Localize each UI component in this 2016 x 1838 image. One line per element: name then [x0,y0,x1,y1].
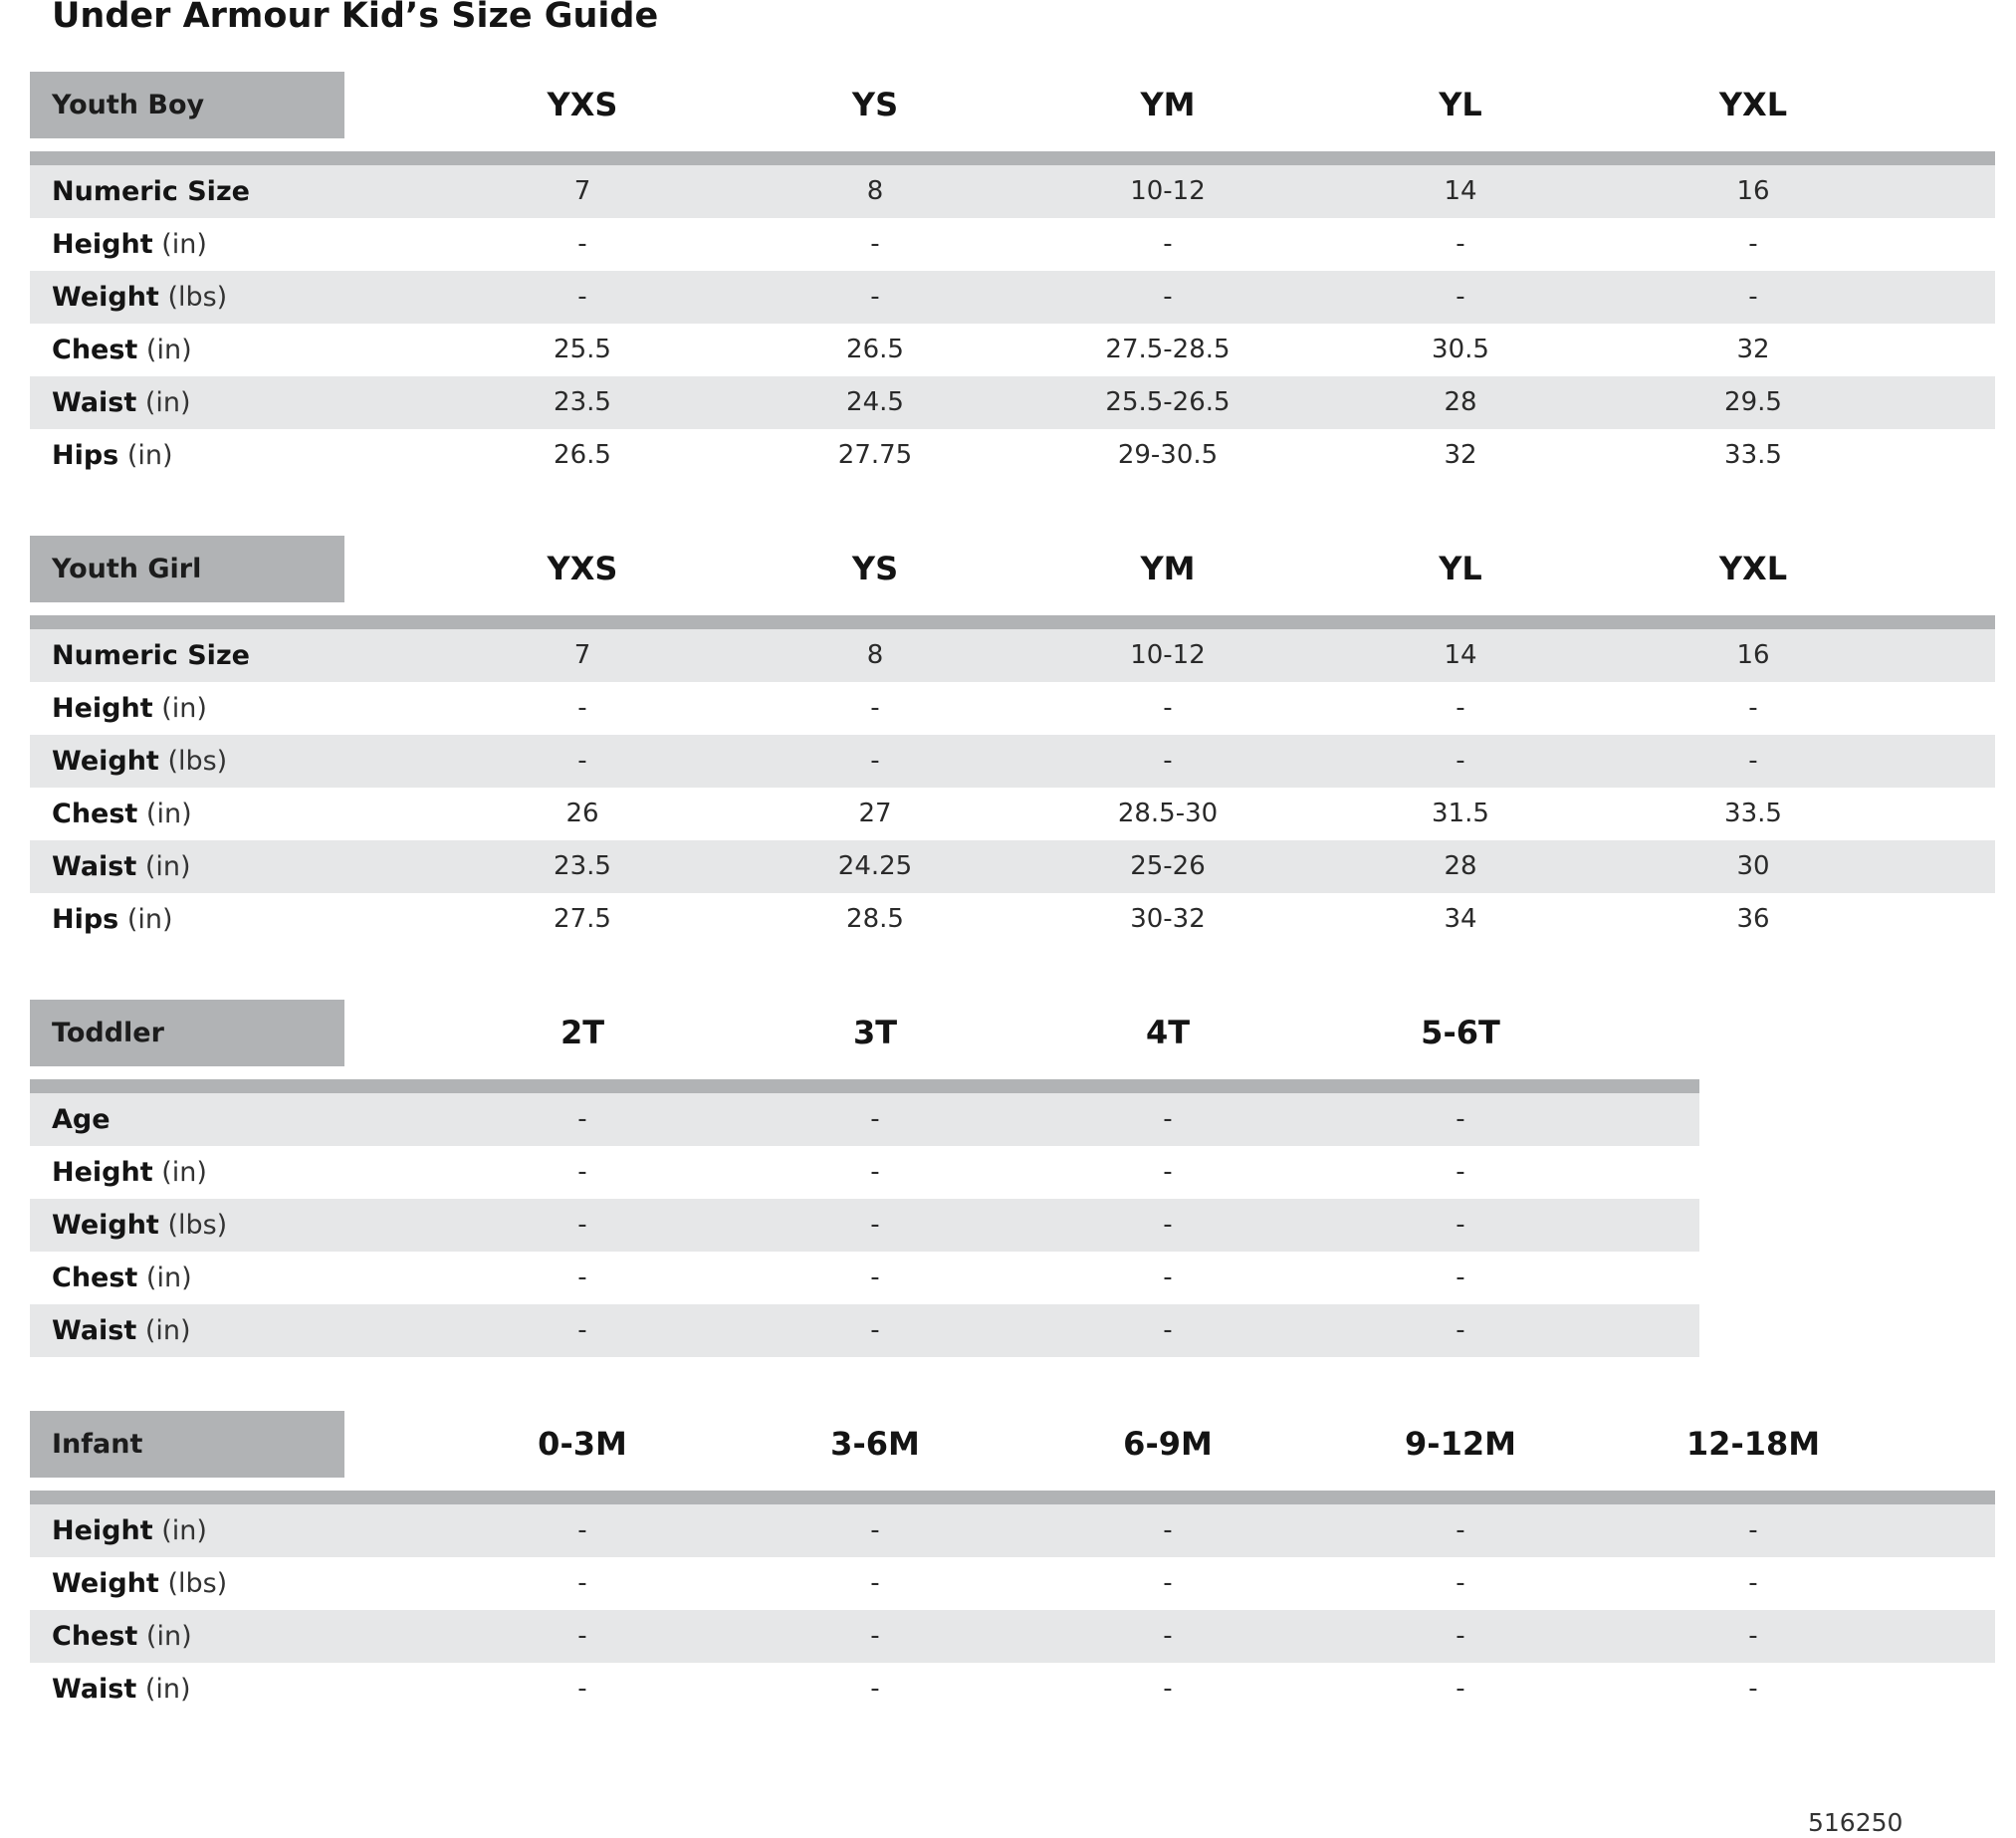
table-cell: 7 [573,640,591,670]
measurement-unit: (in) [161,693,207,724]
table-cell: - [1163,1515,1173,1545]
row-label [52,735,227,788]
row-label [52,324,192,376]
table-row [30,1663,1995,1716]
table-cell: - [1456,1315,1465,1345]
measurement-unit: (lbs) [167,282,228,313]
size-column-header: YM [1140,550,1196,587]
measurement-unit: (in) [126,440,173,471]
measurement-unit: (in) [145,1621,192,1652]
size-column-header: 0-3M [538,1425,627,1463]
table-cell: - [1163,1263,1173,1292]
size-column-header: YXL [1718,550,1788,587]
table-cell: 16 [1736,640,1770,670]
table-cell: - [1163,1210,1173,1240]
table-cell: - [870,229,880,259]
row-label [52,218,207,271]
measurement-name: Weight [52,282,159,313]
row-label [52,165,250,218]
table-cell: - [577,1157,587,1187]
table-cell: - [577,746,587,776]
table-row [30,218,1995,271]
table-row [30,165,1995,218]
table-row [30,735,1995,788]
table-cell: 25-26 [1130,851,1206,881]
table-cell: 30.5 [1432,335,1489,364]
size-table-youth-boy [30,72,1995,482]
table-cell: - [577,229,587,259]
table-cell: - [577,1621,587,1651]
table-cell: - [1748,1674,1758,1704]
table-cell: - [577,1568,587,1598]
table-cell: 10-12 [1130,176,1206,206]
size-column-header: 2T [560,1014,605,1051]
table-row [30,893,1995,946]
measurement-name: Numeric Size [52,176,250,207]
table-cell: 16 [1736,176,1770,206]
document-code: 516250 [1808,1808,1904,1837]
measurement-unit: (in) [145,335,192,365]
table-cell: - [1163,1568,1173,1598]
measurement-unit: (lbs) [167,746,228,777]
measurement-name: Chest [52,799,138,829]
table-row [30,1610,1995,1663]
measurement-name: Weight [52,746,159,777]
table-row [30,1557,1995,1610]
table-cell: - [577,1210,587,1240]
table-cell: 28.5-30 [1117,799,1219,828]
measurement-name: Hips [52,440,119,471]
table-cell: - [1456,229,1465,259]
table-cell: - [870,1515,880,1545]
table-cell: 27 [858,799,892,828]
table-cell: 7 [573,176,591,206]
table-cell: - [1163,746,1173,776]
row-label [52,1610,192,1663]
measurement-name: Weight [52,1210,159,1241]
table-cell: - [870,746,880,776]
row-label [52,840,191,893]
row-label [52,1146,207,1199]
size-table-toddler [30,1000,1699,1357]
size-column-header: YXS [547,86,618,123]
table-cell: - [1456,1263,1465,1292]
table-cell: - [1748,1621,1758,1651]
row-label [52,629,250,682]
measurement-name: Hips [52,904,119,935]
table-cell: - [1163,693,1173,723]
measurement-unit: (in) [161,1515,207,1546]
table-cell: - [1456,282,1465,312]
row-label [52,1663,191,1716]
table-cell: - [870,1263,880,1292]
table-cell: 25.5 [554,335,611,364]
row-label [52,271,227,324]
size-column-header: 3T [852,1014,898,1051]
table-cell: - [1456,1157,1465,1187]
measurement-unit: (lbs) [167,1210,228,1241]
table-cell: - [1163,282,1173,312]
table-row [30,1504,1995,1557]
section-header [30,536,1995,615]
size-column-header: YL [1439,86,1482,123]
header-divider [30,615,1995,629]
table-cell: - [1163,1315,1173,1345]
measurement-name: Chest [52,335,138,365]
measurement-name: Age [52,1104,111,1135]
measurement-name: Chest [52,1263,138,1293]
table-cell: 29.5 [1724,387,1782,417]
table-cell: 31.5 [1432,799,1489,828]
section-label: Youth Girl [30,536,344,602]
table-cell: 14 [1444,176,1477,206]
measurement-unit: (in) [161,229,207,260]
section-header [30,1000,1699,1079]
table-row [30,429,1995,482]
row-label [52,376,191,429]
size-column-header: 4T [1145,1014,1191,1051]
table-cell: 32 [1444,440,1477,470]
table-cell: 8 [866,640,884,670]
table-cell: - [577,1263,587,1292]
measurement-name: Chest [52,1621,138,1652]
table-row [30,1146,1699,1199]
size-table-infant [30,1411,1995,1716]
table-cell: 28 [1444,387,1477,417]
header-divider [30,151,1995,165]
table-cell: - [870,1674,880,1704]
size-column-header: 5-6T [1421,1014,1500,1051]
header-divider [30,1079,1699,1093]
table-cell: - [1456,746,1465,776]
table-cell: - [1456,1674,1465,1704]
row-label [52,1252,192,1304]
measurement-unit: (in) [144,851,191,882]
row-label [52,893,173,946]
section-header [30,1411,1995,1491]
table-row [30,788,1995,840]
section-label: Toddler [30,1000,344,1066]
table-cell: - [1163,1621,1173,1651]
measurement-name: Waist [52,387,137,418]
size-column-header: YM [1140,86,1196,123]
table-cell: - [1456,693,1465,723]
table-cell: - [1163,229,1173,259]
table-cell: 28 [1444,851,1477,881]
table-row [30,840,1995,893]
measurement-name: Height [52,229,153,260]
table-cell: - [1456,1621,1465,1651]
row-label [52,788,192,840]
table-row [30,682,1995,735]
row-label [52,682,207,735]
table-cell: 29-30.5 [1117,440,1219,470]
measurement-name: Waist [52,1674,137,1705]
table-cell: 24.25 [837,851,913,881]
table-cell: - [1456,1210,1465,1240]
table-cell: 33.5 [1724,440,1782,470]
table-cell: - [870,282,880,312]
table-cell: - [1163,1104,1173,1134]
table-cell: - [870,1157,880,1187]
measurement-unit: (in) [126,904,173,935]
measurement-name: Height [52,693,153,724]
size-column-header: YXL [1718,86,1788,123]
table-cell: 26.5 [554,440,611,470]
size-column-header: YXS [547,550,618,587]
measurement-unit: (in) [145,1263,192,1293]
table-cell: - [1748,1568,1758,1598]
table-row [30,1093,1699,1146]
table-cell: - [1456,1515,1465,1545]
table-cell: 28.5 [846,904,904,934]
table-cell: 27.75 [837,440,913,470]
measurement-name: Waist [52,851,137,882]
measurement-unit: (lbs) [167,1568,228,1599]
table-cell: 36 [1736,904,1770,934]
row-label [52,1504,207,1557]
section-label: Youth Boy [30,72,344,138]
table-cell: 14 [1444,640,1477,670]
row-label [52,1093,111,1146]
table-cell: - [1748,1515,1758,1545]
measurement-unit: (in) [144,1315,191,1346]
table-row [30,1199,1699,1252]
table-cell: 23.5 [554,851,611,881]
table-cell: - [577,1104,587,1134]
table-cell: - [1456,1104,1465,1134]
row-label [52,429,173,482]
section-label: Infant [30,1411,344,1478]
table-cell: 23.5 [554,387,611,417]
size-table-youth-girl [30,536,1995,946]
size-column-header: YL [1439,550,1482,587]
table-cell: - [1748,229,1758,259]
table-cell: - [577,1515,587,1545]
size-column-header: YS [851,550,899,587]
table-cell: - [870,1621,880,1651]
table-cell: - [870,1568,880,1598]
header-divider [30,1491,1995,1504]
measurement-name: Numeric Size [52,640,250,671]
table-row [30,376,1995,429]
section-header [30,72,1995,151]
table-cell: 33.5 [1724,799,1782,828]
table-cell: - [1748,746,1758,776]
table-cell: - [1748,693,1758,723]
table-row [30,629,1995,682]
table-cell: - [577,1315,587,1345]
measurement-name: Height [52,1515,153,1546]
table-cell: 34 [1444,904,1477,934]
table-cell: - [577,1674,587,1704]
table-cell: 30-32 [1130,904,1206,934]
row-label [52,1557,227,1610]
table-cell: 27.5-28.5 [1105,335,1231,364]
measurement-name: Weight [52,1568,159,1599]
size-column-header: YS [851,86,899,123]
table-row [30,1304,1699,1357]
size-column-header: 6-9M [1123,1425,1213,1463]
table-cell: - [870,1210,880,1240]
measurement-unit: (in) [161,1157,207,1188]
table-cell: - [870,693,880,723]
measurement-name: Height [52,1157,153,1188]
table-cell: 25.5-26.5 [1105,387,1231,417]
size-column-header: 9-12M [1405,1425,1516,1463]
measurement-unit: (in) [144,387,191,418]
table-cell: - [1163,1157,1173,1187]
measurement-unit: (in) [144,1674,191,1705]
measurement-name: Waist [52,1315,137,1346]
size-column-header: 12-18M [1685,1425,1821,1463]
row-label [52,1199,227,1252]
table-cell: - [1456,1568,1465,1598]
table-cell: - [577,693,587,723]
size-column-header: 3-6M [830,1425,920,1463]
table-cell: 8 [866,176,884,206]
row-label [52,1304,191,1357]
table-row [30,324,1995,376]
table-cell: 27.5 [554,904,611,934]
table-cell: 10-12 [1130,640,1206,670]
table-cell: 26.5 [846,335,904,364]
table-cell: - [577,282,587,312]
table-cell: - [1748,282,1758,312]
measurement-unit: (in) [145,799,192,829]
table-cell: - [870,1104,880,1134]
table-cell: 24.5 [846,387,904,417]
table-row [30,1252,1699,1304]
table-cell: 30 [1736,851,1770,881]
table-row [30,271,1995,324]
table-cell: 26 [565,799,599,828]
table-cell: - [1163,1674,1173,1704]
page-title: Under Armour Kid’s Size Guide [52,0,659,36]
table-cell: 32 [1736,335,1770,364]
table-cell: - [870,1315,880,1345]
